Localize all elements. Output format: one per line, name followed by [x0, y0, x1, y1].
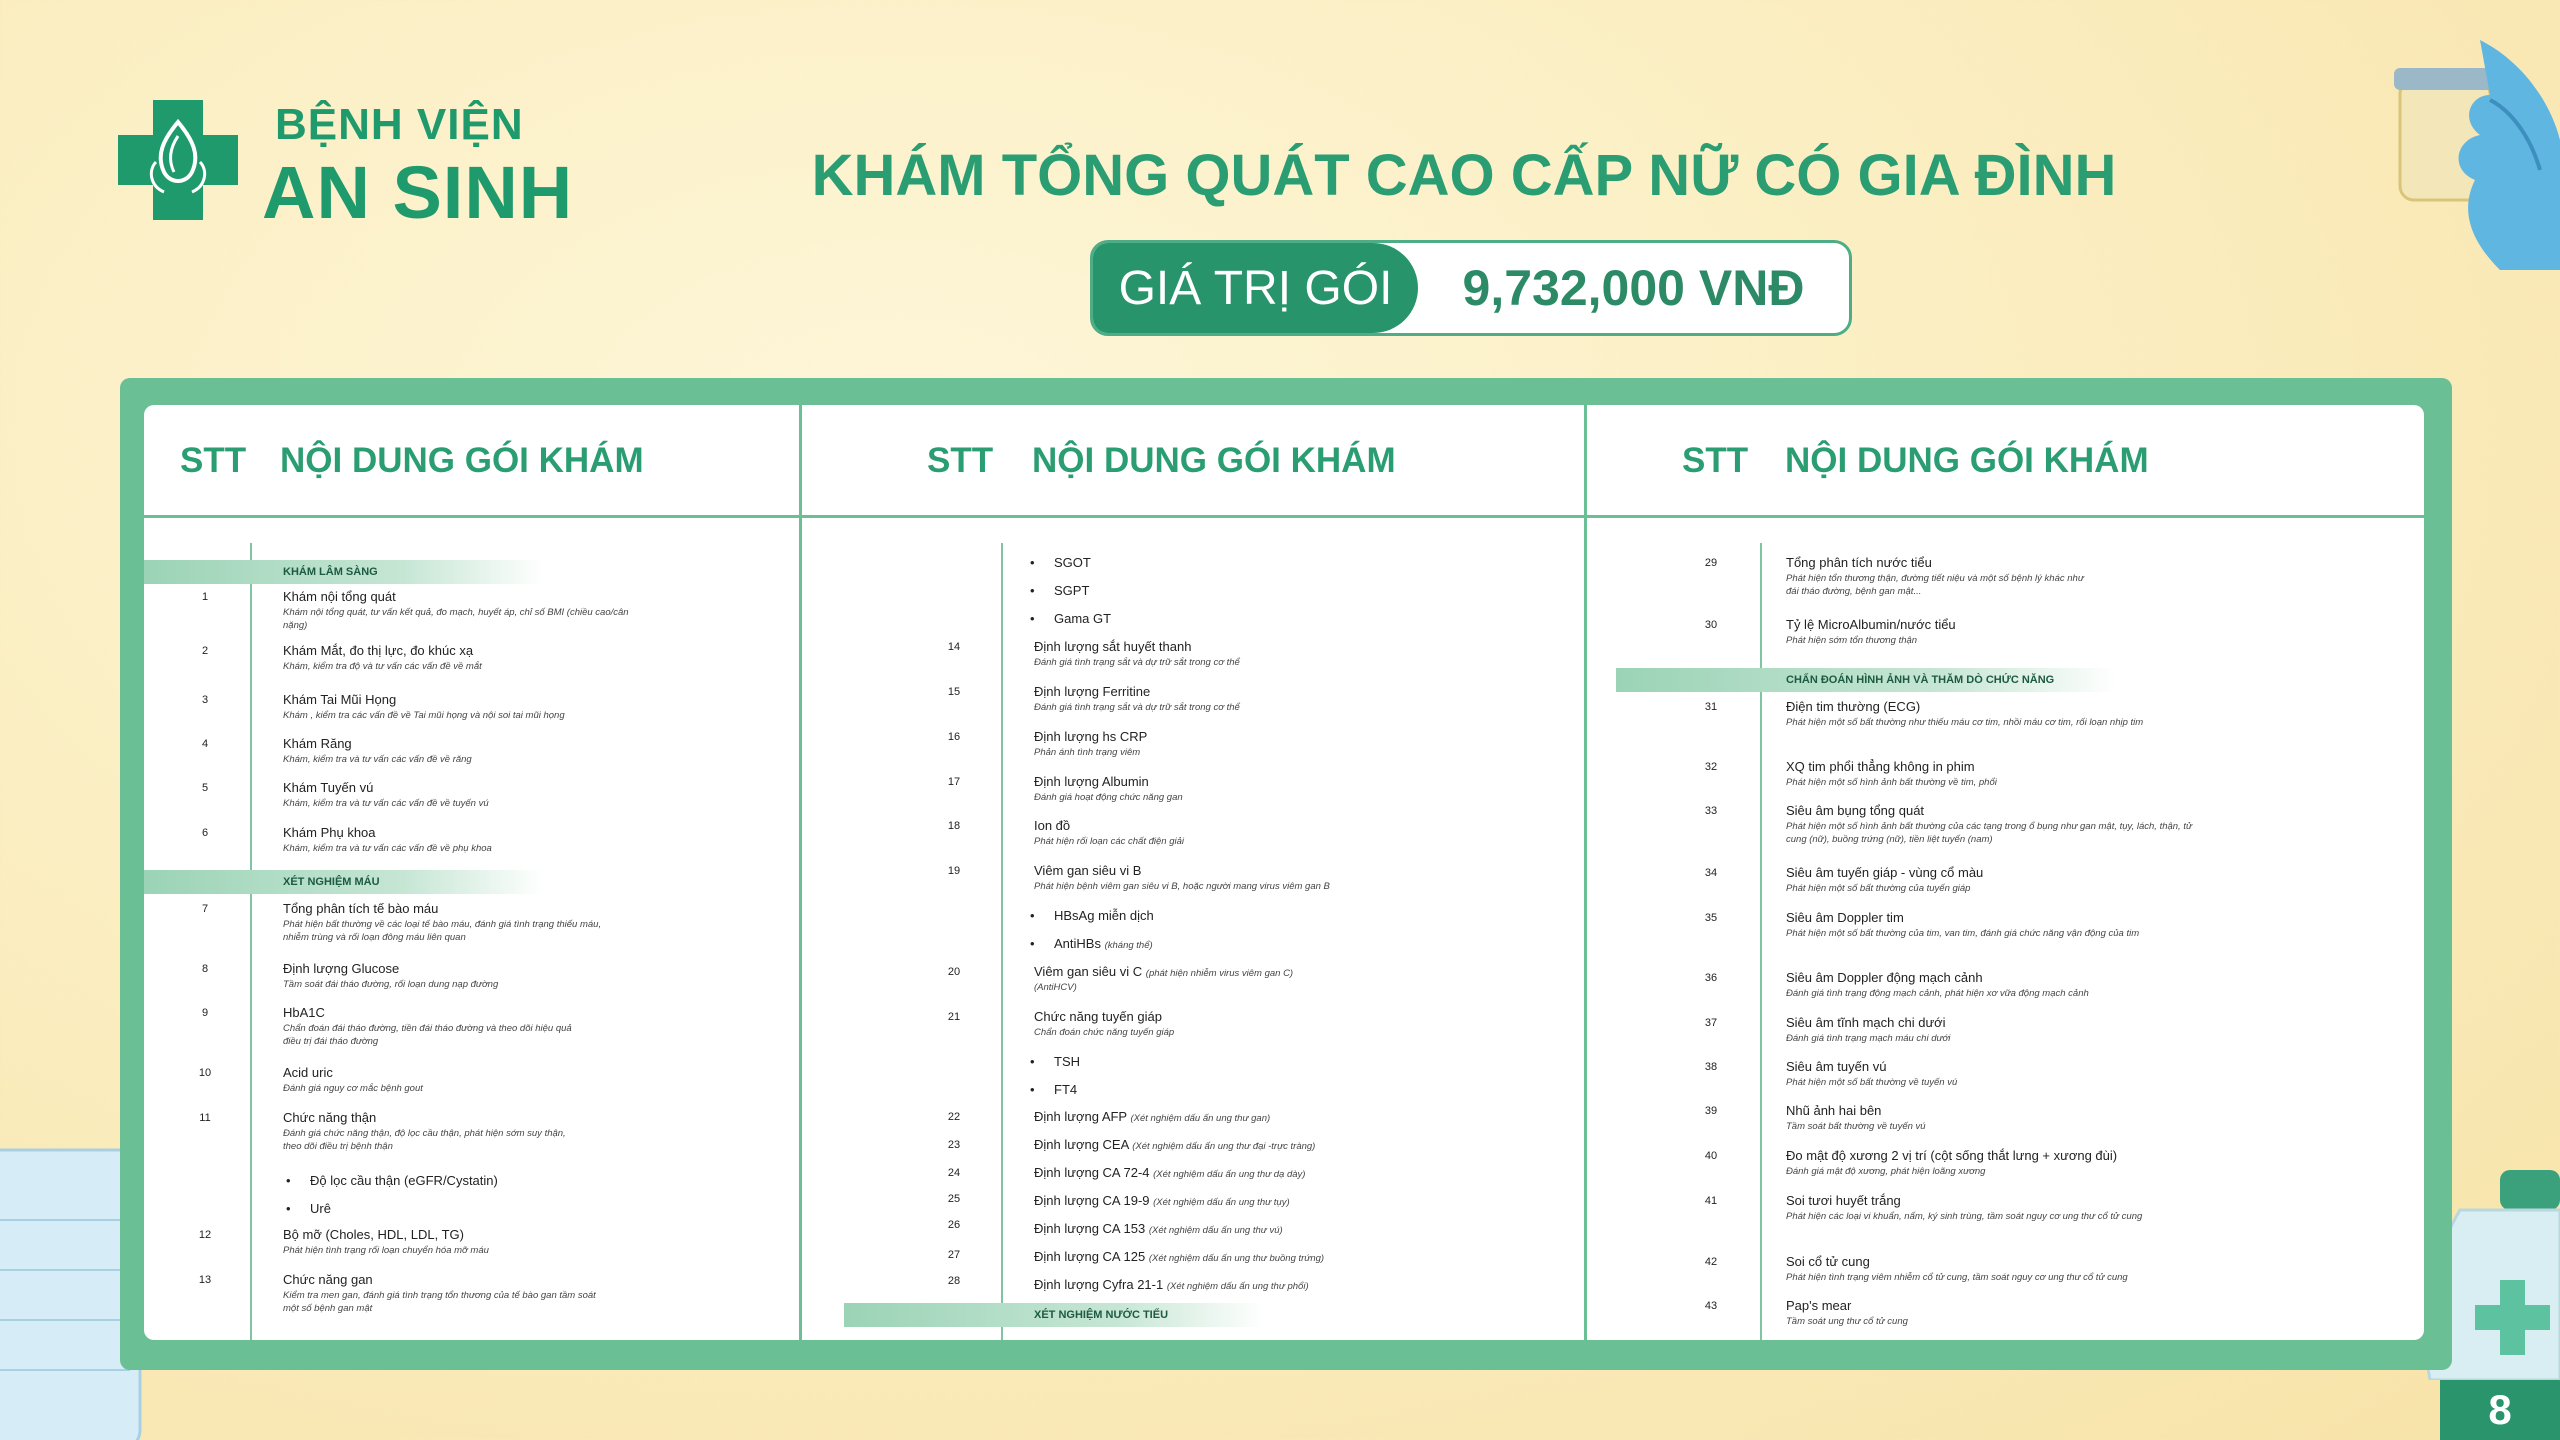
- row-number: 17: [947, 776, 961, 788]
- list-item: Nhũ ảnh hai bên Tầm soát bất thường về tuyến vú: [1786, 1103, 1926, 1132]
- column-separator: [799, 405, 802, 1340]
- antihbs-note: (kháng thể): [1104, 940, 1153, 951]
- row-number: 1: [201, 591, 209, 603]
- list-item: Định lượng Glucose Tầm soát đái tháo đường, rối loạn dung nạp đường: [283, 961, 499, 990]
- row-number: 37: [1704, 1017, 1718, 1029]
- list-item: Chức năng thận Đánh giá chức năng thận, độ lọc cầu thận, phát hiện sớm suy thận, theo dõi điều trị bệnh thận: [283, 1110, 566, 1152]
- row-number: 32: [1704, 761, 1718, 773]
- row-number: 36: [1704, 972, 1718, 984]
- page-title: KHÁM TỔNG QUÁT CAO CẤP NỮ CÓ GIA ĐÌNH: [811, 143, 2117, 208]
- section-header: XÉT NGHIỆM NƯỚC TIỂU: [844, 1303, 1264, 1327]
- price-label: GIÁ TRỊ GÓI: [1093, 243, 1418, 333]
- row-number: 34: [1704, 867, 1718, 879]
- header-content-1: NỘI DUNG GÓI KHÁM: [280, 441, 644, 480]
- section-header: XÉT NGHIỆM MÁU: [144, 870, 544, 894]
- list-item: Viêm gan siêu vi C (phát hiện nhiễm virus viêm gan C) (AntiHCV): [1034, 964, 1294, 993]
- brand-line-2: AN SINH: [262, 151, 574, 234]
- list-item: Tổng phân tích tế bào máu Phát hiện bất thường về các loại tế bào máu, đánh giá tình trạng thiếu máu, nhiễm trùng và rối loạn đông máu liên quan: [283, 901, 602, 943]
- list-item: Siêu âm bụng tổng quát Phát hiện một số hình ảnh bất thường của các tạng trong ổ bụng như gan mật, tụy, lách, thận, tử cung (nữ), buồng trứng (nữ), tiền liệt tuyến (nam): [1786, 803, 2192, 845]
- row-number: 13: [198, 1274, 212, 1286]
- header-divider: [144, 515, 799, 518]
- brand-line-1: BỆNH VIỆN: [275, 100, 524, 149]
- list-item: HbA1C Chẩn đoán đái tháo đường, tiền đái tháo đường và theo dõi hiệu quả điều trị đái tháo đường: [283, 1005, 572, 1047]
- row-number: 40: [1704, 1150, 1718, 1162]
- header-stt-3: STT: [1682, 441, 1749, 480]
- row-number: 20: [947, 966, 961, 978]
- list-item: Tổng phân tích nước tiểu Phát hiện tổn thương thận, đường tiết niệu và một số bệnh lý khác như đái tháo đường, bệnh gan mật...: [1786, 555, 2084, 597]
- list-item: Tỷ lệ MicroAlbumin/nước tiểu Phát hiện sớm tổn thương thận: [1786, 617, 1956, 646]
- list-item: Chức năng tuyến giáp Chẩn đoán chức năng tuyến giáp: [1034, 1009, 1175, 1038]
- list-item: Siêu âm Doppler động mạch cảnh Đánh giá tình trạng động mạch cảnh, phát hiện xơ vữa động mạch cảnh: [1786, 970, 2089, 999]
- row-number: 19: [947, 865, 961, 877]
- row-number: 21: [947, 1011, 961, 1023]
- row-number: 8: [201, 963, 209, 975]
- row-number: 4: [201, 738, 209, 750]
- list-item: Định lượng hs CRP Phản ánh tình trạng viêm: [1034, 729, 1148, 758]
- section-header: CHẨN ĐOÁN HÌNH ẢNH VÀ THĂM DÒ CHỨC NĂNG: [1616, 668, 2116, 692]
- list-bullet: • Độ lọc cầu thận (eGFR/Cystatin): [286, 1173, 498, 1188]
- list-item: Khám Tuyến vú Khám, kiểm tra và tư vấn các vấn đề về tuyến vú: [283, 780, 489, 809]
- row-number: 14: [947, 641, 961, 653]
- row-number: 15: [947, 686, 961, 698]
- list-item: Định lượng Ferritine Đánh giá tình trạng sắt và dự trữ sắt trong cơ thể: [1034, 684, 1240, 713]
- list-item: Định lượng CA 19-9 (Xét nghiệm dấu ấn ung thư tụy): [1034, 1193, 1290, 1208]
- section-header: KHÁM LÂM SÀNG: [144, 560, 544, 584]
- list-bullet: • SGOT: [1030, 555, 1091, 570]
- list-item: Định lượng Cyfra 21-1 (Xét nghiệm dấu ấn ung thư phổi): [1034, 1277, 1309, 1292]
- row-number: 30: [1704, 619, 1718, 631]
- price-box: [1090, 240, 1852, 336]
- row-number: 29: [1704, 557, 1718, 569]
- list-item: Soi cổ tử cung Phát hiện tình trạng viêm nhiễm cổ tử cung, tầm soát nguy cơ ung thư cổ tử cung: [1786, 1254, 2128, 1283]
- row-number: 38: [1704, 1061, 1718, 1073]
- list-bullet: • TSH: [1030, 1054, 1080, 1069]
- list-bullet: • FT4: [1030, 1082, 1077, 1097]
- list-item: Điện tim thường (ECG) Phát hiện một số bất thường như thiếu máu cơ tim, nhồi máu cơ tim, rối loạn nhịp tim: [1786, 699, 2144, 728]
- list-bullet: • SGPT: [1030, 583, 1089, 598]
- row-number: 26: [947, 1219, 961, 1231]
- column-guide: [1760, 543, 1762, 1340]
- page-number: 8: [2440, 1380, 2560, 1440]
- list-item: Siêu âm tuyến giáp - vùng cổ màu Phát hiện một số bất thường của tuyến giáp: [1786, 865, 1984, 894]
- row-number: 27: [947, 1249, 961, 1261]
- header-content-2: NỘI DUNG GÓI KHÁM: [1032, 441, 1396, 480]
- row-number: 33: [1704, 805, 1718, 817]
- list-item: Khám Mắt, đo thị lực, đo khúc xạ Khám, kiểm tra độ và tư vấn các vấn đề về mắt: [283, 643, 482, 672]
- list-item: Chức năng gan Kiểm tra men gan, đánh giá tình trạng tổn thương của tế bào gan tầm soát một số bệnh gan mật: [283, 1272, 596, 1314]
- list-item: Định lượng CA 153 (Xét nghiệm dấu ấn ung thư vú): [1034, 1221, 1283, 1236]
- list-item: Khám Tai Mũi Họng Khám , kiểm tra các vấn đề về Tai mũi họng và nội soi tai mũi họng: [283, 692, 565, 721]
- header-content-3: NỘI DUNG GÓI KHÁM: [1785, 441, 2149, 480]
- list-item: Đo mật độ xương 2 vị trí (cột sống thắt lưng + xương đùi) Đánh giá mật độ xương, phát hiện loãng xương: [1786, 1148, 2118, 1177]
- row-number: 43: [1704, 1300, 1718, 1312]
- list-item: Siêu âm tuyến vú Phát hiện một số bất thường về tuyến vú: [1786, 1059, 1958, 1088]
- row-number: 42: [1704, 1256, 1718, 1268]
- list-item: Khám Răng Khám, kiểm tra và tư vấn các vấn đề về răng: [283, 736, 472, 765]
- row-number: 10: [198, 1067, 212, 1079]
- column-separator: [1584, 405, 1587, 1340]
- row-number: 11: [199, 1112, 211, 1124]
- price-value: 9,732,000 VNĐ: [1462, 260, 1805, 316]
- header-stt-1: STT: [180, 441, 247, 480]
- list-item: XQ tim phổi thẳng không in phim Phát hiện một số hình ảnh bất thường về tim, phổi: [1786, 759, 1997, 788]
- row-number: 39: [1704, 1105, 1718, 1117]
- list-item: Acid uric Đánh giá nguy cơ mắc bệnh gout: [283, 1065, 423, 1094]
- list-item: Khám Phụ khoa Khám, kiểm tra và tư vấn các vấn đề về phụ khoa: [283, 825, 492, 854]
- list-item: Định lượng CA 72-4 (Xét nghiệm dấu ấn ung thư dạ dày): [1034, 1165, 1306, 1180]
- row-number: 28: [947, 1275, 961, 1287]
- list-item: Định lượng Albumin Đánh giá hoạt động chức năng gan: [1034, 774, 1183, 803]
- row-number: 3: [201, 694, 209, 706]
- list-bullet: • AntiHBs (kháng thể): [1030, 936, 1153, 951]
- list-bullet: • Urê: [286, 1201, 331, 1216]
- header-divider: [1587, 515, 2424, 518]
- list-bullet: • Gama GT: [1030, 611, 1111, 626]
- list-bullet: • HBsAg miễn dịch: [1030, 908, 1154, 923]
- list-item: Siêu âm tĩnh mạch chi dưới Đánh giá tình trạng mạch máu chi dưới: [1786, 1015, 1951, 1044]
- row-number: 23: [947, 1139, 961, 1151]
- list-item: Định lượng AFP (Xét nghiệm dấu ấn ung thư gan): [1034, 1109, 1271, 1124]
- row-number: 7: [201, 903, 209, 915]
- row-number: 6: [201, 827, 209, 839]
- list-item: Ion đồ Phát hiện rối loạn các chất điện giải: [1034, 818, 1184, 847]
- list-item: Siêu âm Doppler tim Phát hiện một số bất thường của tim, van tim, đánh giá chức năng vận động của tim: [1786, 910, 2140, 939]
- list-item: Bộ mỡ (Choles, HDL, LDL, TG) Phát hiện tình trạng rối loạn chuyển hóa mỡ máu: [283, 1227, 489, 1256]
- list-item: Pap's mear Tầm soát ung thư cổ tử cung: [1786, 1298, 1908, 1327]
- row-number: 12: [198, 1229, 212, 1241]
- row-number: 35: [1704, 912, 1718, 924]
- list-item: Soi tươi huyết trắng Phát hiện các loại vi khuẩn, nấm, ký sinh trùng, tầm soát nguy cơ ung thư cổ tử cung: [1786, 1193, 2143, 1222]
- row-number: 31: [1704, 701, 1718, 713]
- row-number: 22: [947, 1111, 961, 1123]
- list-item: Định lượng CEA (Xét nghiệm dấu ấn ung thư đại -trực tràng): [1034, 1137, 1316, 1152]
- list-item: Viêm gan siêu vi B Phát hiện bệnh viêm gan siêu vi B, hoặc người mang virus viêm gan B: [1034, 863, 1330, 892]
- package-table: [144, 405, 2424, 1340]
- row-number: 16: [947, 731, 961, 743]
- column-guide: [250, 543, 252, 1340]
- row-number: 5: [201, 782, 209, 794]
- row-number: 25: [947, 1193, 961, 1205]
- column-guide: [1001, 543, 1003, 1340]
- row-number: 2: [201, 645, 209, 657]
- row-number: 9: [201, 1007, 209, 1019]
- row-number: 24: [947, 1167, 961, 1179]
- row-number: 41: [1704, 1195, 1718, 1207]
- list-item: Định lượng CA 125 (Xét nghiệm dấu ấn ung thư buồng trứng): [1034, 1249, 1325, 1264]
- row-number: 18: [947, 820, 961, 832]
- header-stt-2: STT: [927, 441, 994, 480]
- header-divider: [802, 515, 1584, 518]
- list-item: Định lượng sắt huyết thanh Đánh giá tình trạng sắt và dự trữ sắt trong cơ thể: [1034, 639, 1240, 668]
- list-item: Khám nội tổng quát Khám nội tổng quát, tư vấn kết quả, đo mạch, huyết áp, chỉ số BMI (chiều cao/cân nặng): [283, 589, 629, 631]
